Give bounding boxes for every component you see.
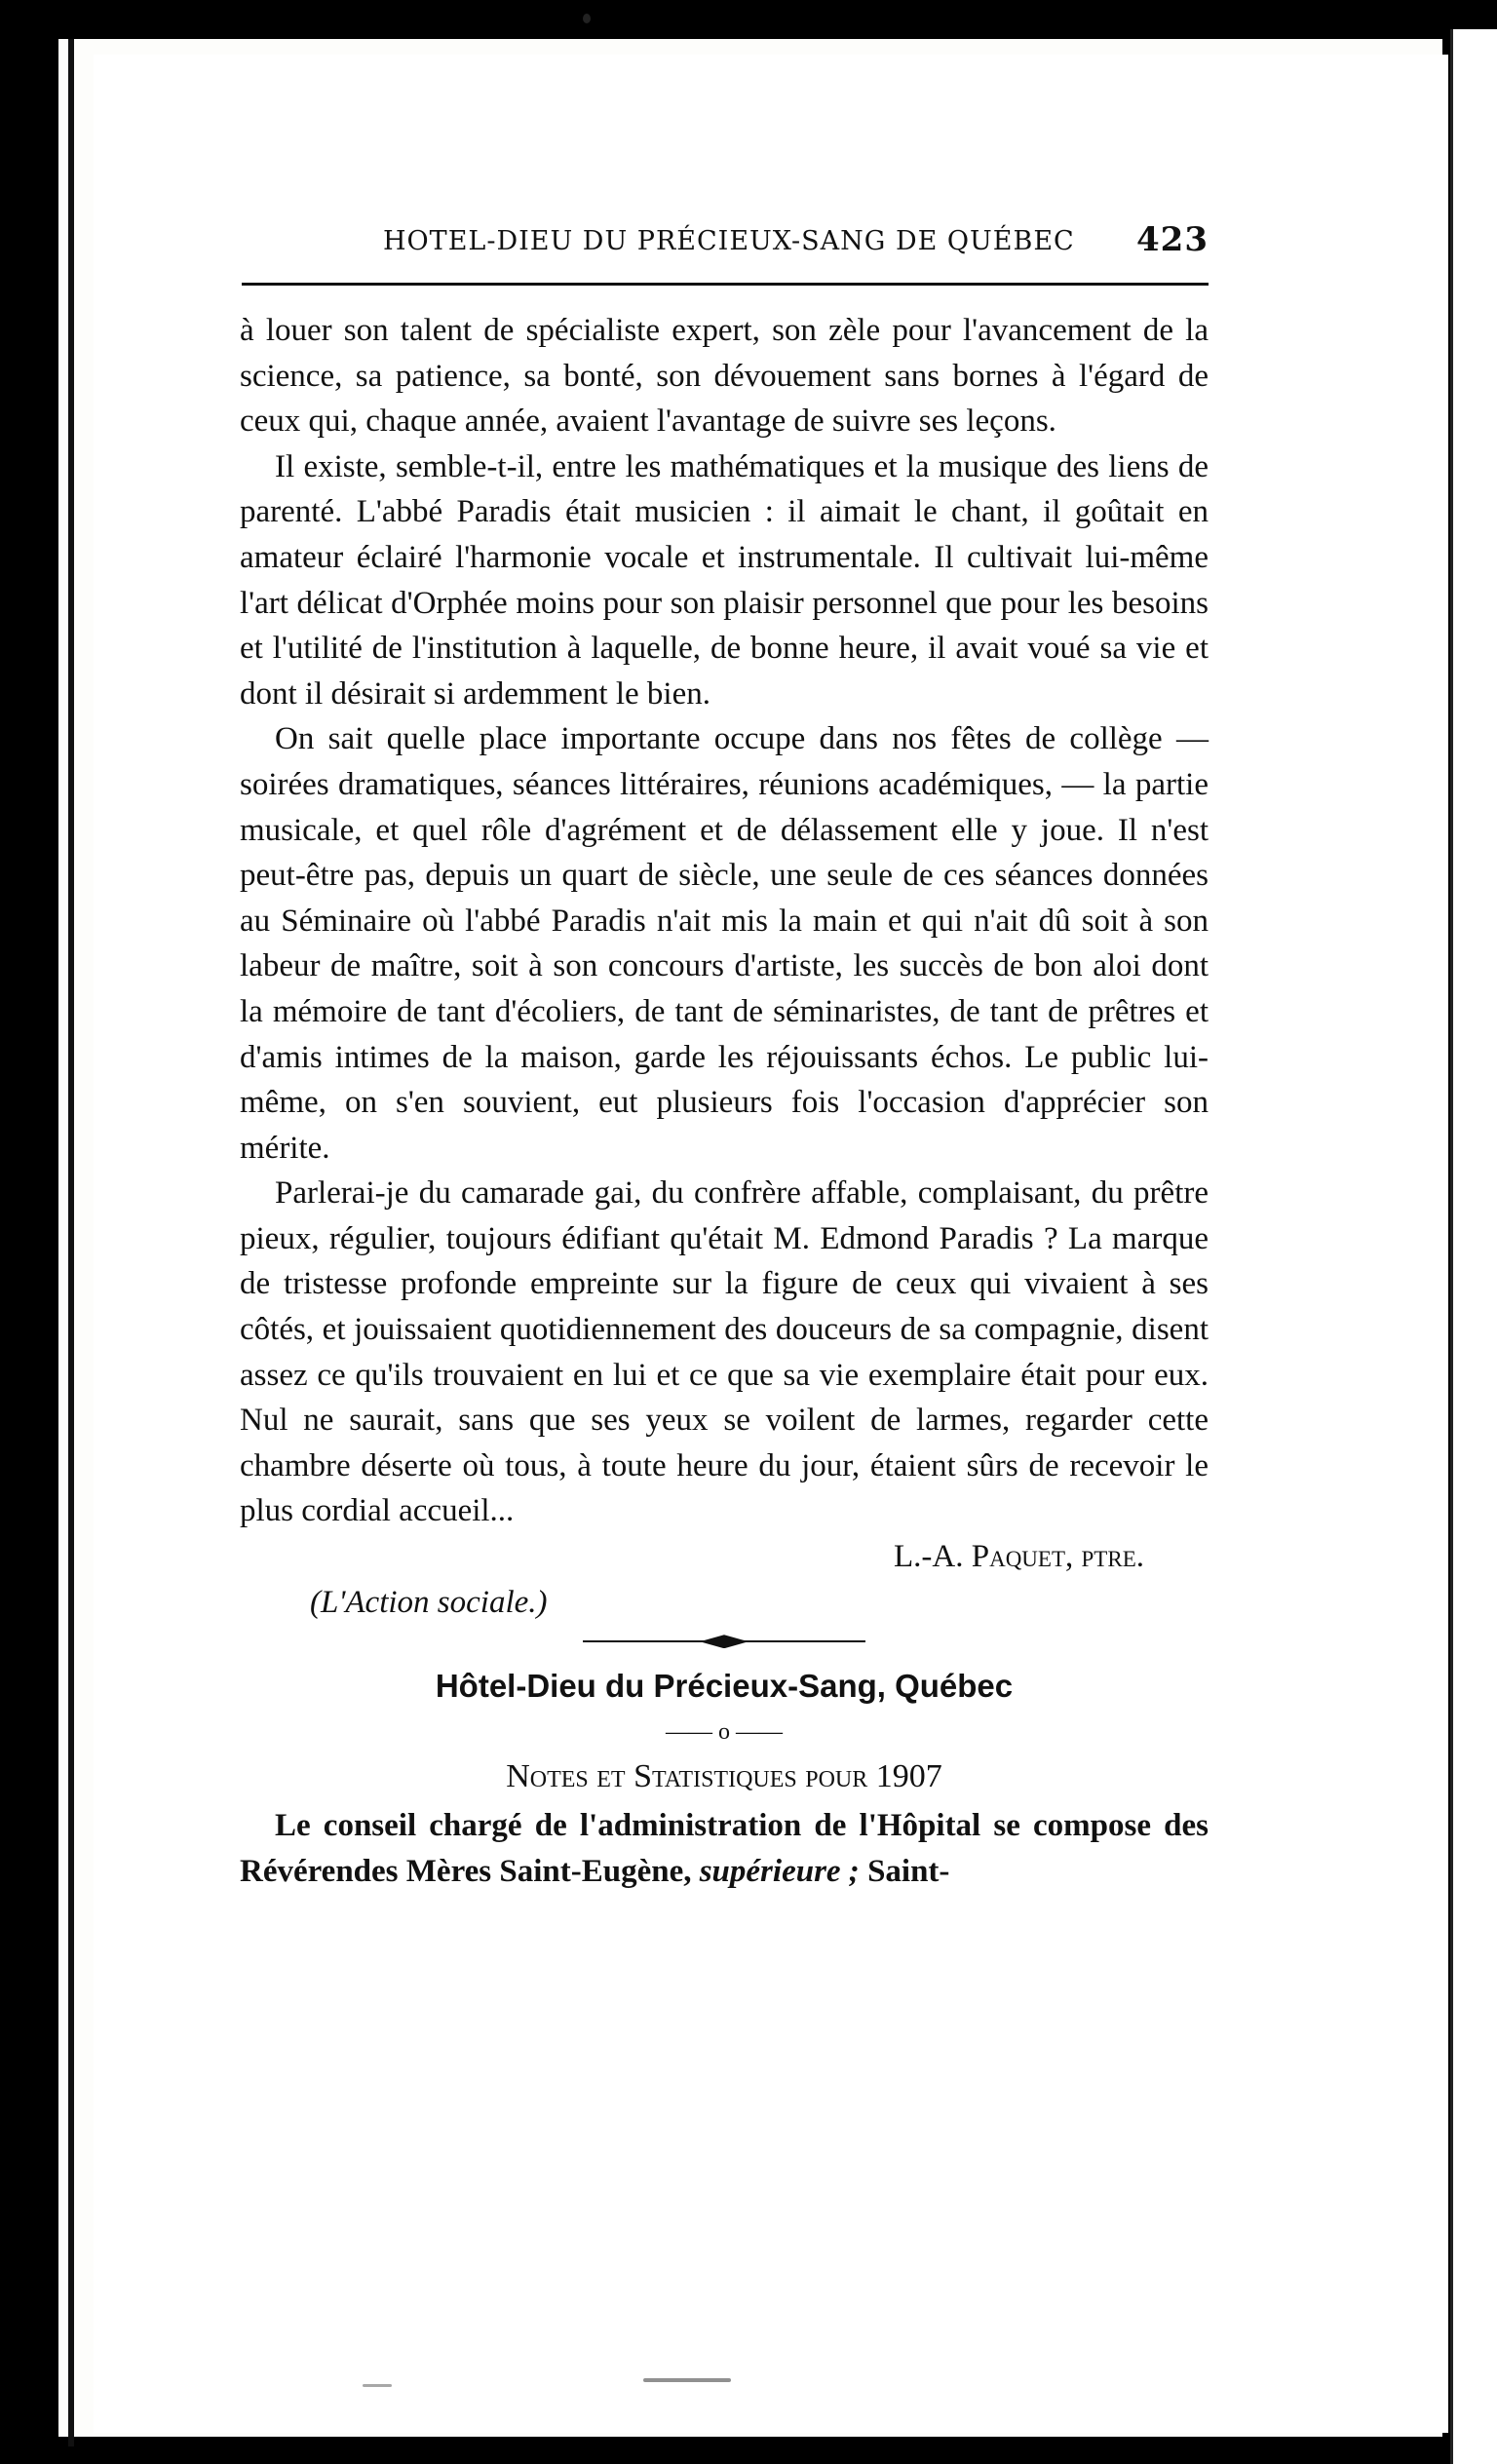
ornamental-diamond bbox=[700, 1635, 748, 1648]
running-title: HOTEL-DIEU DU PRÉCIEUX-SANG DE QUÉBEC bbox=[383, 226, 1075, 256]
header-rule bbox=[242, 283, 1209, 286]
binding-gutter bbox=[68, 39, 74, 2446]
page-number: 423 bbox=[1136, 220, 1209, 259]
intro-end: Saint- bbox=[859, 1854, 950, 1889]
section-intro-paragraph bbox=[240, 1803, 1209, 1894]
paragraph: Il existe, semble-t-il, entre les mathématiques et la musique des liens de parenté. L'abbé Paradis était musicien : il aimait le chant, il goûtait en amateur éclairé l'harmonie vocale et instrumentale. Il cultivait lui-même l'art délicat d'Orphée moins pour son plaisir personnel que pour les besoins et l'utilité de l'institution à laquelle, de bonne heure, il avait voué sa vie et dont il désirait si ardemment le bien. bbox=[240, 448, 1209, 712]
author-signature bbox=[240, 1534, 1209, 1580]
paragraph: à louer son talent de spécialiste expert, son zèle pour l'avancement de la science, sa patience, sa bonté, son dévouement sans bornes à l'égard de ceux qui, chaque année, avaient l'avantage de suivre ses leçons. bbox=[240, 313, 1209, 440]
ornamental-rule bbox=[583, 1629, 865, 1654]
scan-speck bbox=[643, 2378, 731, 2382]
right-page-edge bbox=[1450, 29, 1497, 2464]
section-title: Hôtel-Dieu du Précieux-Sang, Québec bbox=[435, 1668, 1014, 1705]
source-citation: (L'Action sociale.) bbox=[310, 1584, 548, 1620]
body-text bbox=[240, 308, 1209, 1895]
signature-text: L.-A. Paquet, ptre. bbox=[894, 1539, 1144, 1575]
intro-italic: supérieure ; bbox=[699, 1854, 860, 1889]
section-subtitle: Notes et Statistiques pour 1907 bbox=[506, 1757, 942, 1794]
scan-speck bbox=[363, 2384, 392, 2387]
section-separator: —— o —— bbox=[666, 1718, 783, 1745]
intro-text: Le conseil chargé de l'administration de l'Hôpital se compose des Révérendes Mères Saint-Eugène, bbox=[240, 1808, 1209, 1889]
scan-speck bbox=[583, 14, 591, 23]
paragraph: Parlerai-je du camarade gai, du confrère affable, complaisant, du prêtre pieux, régulier, toujours édifiant qu'était M. Edmond Paradis ? La marque de tristesse profonde empreinte sur la figure de ceux qui vivaient à ses côtés, et jouissaient quotidiennement des douceurs de sa compagnie, disent assez ce qu'ils trouvaient en lui et ce que sa vie exemplaire était pour eux. Nul ne saurait, sans que ses yeux se voilent de larmes, regarder cette chambre déserte où tous, à toute heure du jour, étaient sûrs de recevoir le plus cordial accueil... bbox=[240, 1175, 1209, 1529]
paragraph: On sait quelle place importante occupe dans nos fêtes de collège — soirées dramatiques, séances littéraires, réunions académiques, — la partie musicale, et quel rôle d'agrément et de délassement elle y joue. Il n'est peut-être pas, depuis un quart de siècle, une seule de ces séances données au Séminaire où l'abbé Paradis n'ait mis la main et qui n'ait dû soit à son labeur de maître, soit à son concours d'artiste, les succès de bon aloi dont la mémoire de tant d'écoliers, de tant de séminaristes, de tant de prêtres et d'amis intimes de la maison, garde les réjouissants échos. Le public lui-même, on s'en souvient, eut plusieurs fois l'occasion d'apprécier son mérite. bbox=[240, 721, 1209, 1166]
